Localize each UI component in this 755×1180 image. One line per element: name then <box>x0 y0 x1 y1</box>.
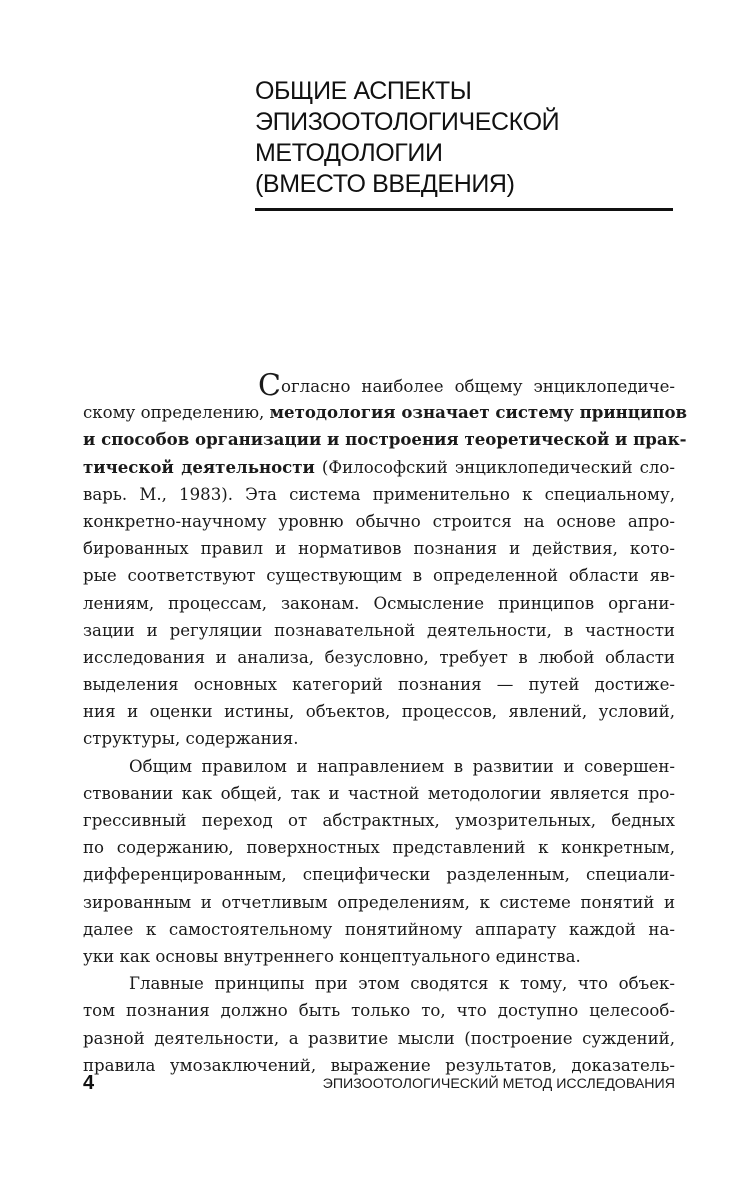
chapter-title <box>255 76 675 200</box>
text-line: бированных правил и нормативов познания и действия, кото- <box>83 539 675 559</box>
text-line: ствовании как общей, так и частной методологии является про- <box>83 783 675 803</box>
text-line: далее к самостоятельному понятийному аппарату каждой на- <box>83 919 675 939</box>
text-line: том познания должно быть только то, что доступно целесооб- <box>83 1001 675 1021</box>
text-line: структуры, содержания. <box>83 729 299 749</box>
text-line: рые соответствуют существующим в определенной области яв- <box>83 566 675 586</box>
title-underline-rule <box>255 208 673 211</box>
text-line: зированным и отчетливым определениям, к системе понятий и <box>83 892 675 912</box>
text-line: Согласно наиболее общему энциклопедиче- <box>258 368 675 403</box>
chapter-title-line: ЭПИЗООТОЛОГИЧЕСКОЙ <box>255 108 560 136</box>
text-line: лениям, процессам, законам. Осмысление принципов органи- <box>83 593 675 613</box>
emphasis-text: и способов организации и построения теоретической и прак- <box>83 429 687 450</box>
text-line: ния и оценки истины, объектов, процессов, явлений, условий, <box>83 702 675 722</box>
emphasis-text: тической деятельности <box>83 456 315 477</box>
text-line: конкретно-научному уровню обычно строится на основе апро- <box>83 511 675 531</box>
text-line: выделения основных категорий познания — путей достиже- <box>83 675 675 695</box>
text-line: варь. М., 1983). Эта система применительно к специальному, <box>83 484 675 504</box>
drop-cap: С <box>258 368 281 403</box>
text-line: Главные принципы при этом сводятся к тому, что объек- <box>129 974 675 994</box>
text-line: по содержанию, поверхностных представлений к конкретным, <box>83 838 675 858</box>
text-line: дифференцированным, специфически разделенным, специали- <box>83 865 675 885</box>
text-line <box>83 426 687 453</box>
page-footer <box>83 1072 675 1102</box>
page-number: 4 <box>83 1072 95 1094</box>
chapter-title-line: (ВМЕСТО ВВЕДЕНИЯ) <box>255 170 515 198</box>
text-line: уки как основы внутреннего концептуального единства. <box>83 946 581 966</box>
chapter-title-line: ОБЩИЕ АСПЕКТЫ <box>255 77 472 105</box>
text-line: грессивный переход от абстрактных, умозрительных, бедных <box>83 811 675 830</box>
running-head: ЭПИЗООТОЛОГИЧЕСКИЙ МЕТОД ИССЛЕДОВАНИЯ <box>322 1076 675 1092</box>
chapter-title-line: МЕТОДОЛОГИИ <box>255 139 443 167</box>
text-line: зации и регуляции познавательной деятельности, в частности <box>83 620 675 640</box>
text-line: скому определению, методология означает систему принципов <box>83 402 688 423</box>
emphasis-text: методология означает систему принципов <box>269 402 688 423</box>
text-line: разной деятельности, а развитие мысли (построение суждений, <box>83 1028 675 1048</box>
text-line: правила умозаключений, выражение результатов, доказатель- <box>83 1055 675 1075</box>
text-line: исследования и анализа, безусловно, требует в любой области <box>83 647 675 667</box>
text-line: Общим правилом и направлением в развитии и совершен- <box>129 756 675 776</box>
text-line: тической деятельности (Философский энциклопедический сло- <box>83 456 675 477</box>
body-text <box>83 368 688 1079</box>
